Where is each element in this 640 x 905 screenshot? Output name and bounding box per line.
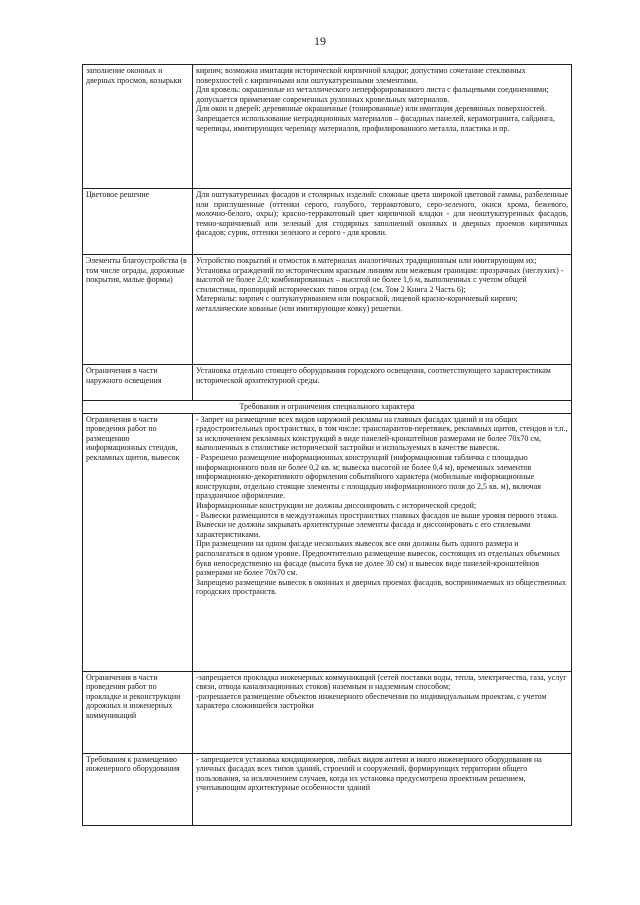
text-line: Установка отдельно стоящего оборудования городского освещения, соответствующего характеристикам исторической архитектурной среды. [196, 366, 551, 385]
row-content [193, 671, 572, 753]
text-line: - Вывески размещаются в междуэтажных пространствах главных фасадов не выше уровня первого этажа. [196, 510, 559, 520]
text-line: Установка ограждений по историческим красным линиям или межевым границам: прозрачных (неглухих) - высотой не более 2,0; комбинированных – высотой не более 1,6 м, выполненных с учетом общей стилистики, пропорций исторических типов оград (см. Том 2 Книга 2 Часть 6); [196, 265, 564, 294]
row-content [193, 65, 572, 189]
text-line: Информационные конструкции не должны диссонировать с исторической средой; [196, 500, 477, 510]
text-line: -разрешается размещение объектов инженерного обеспечения по индивидуальным проектам, с учетом характера сложившейся застройки [196, 691, 547, 711]
row-label: Ограничения в части наружного освещения [83, 365, 193, 401]
requirements-table [82, 64, 572, 826]
text-line: кирпич; возможна имитация исторической кирпичной кладки; допустимо сочетание стеклянных поверхностей с кирпичными или оштукатуренными элементами. [196, 66, 526, 85]
table-row [83, 413, 572, 671]
row-label: Требования к размещению инженерного оборудования [83, 753, 193, 825]
row-content [193, 255, 572, 365]
text-line: - запрещается установка кондиционеров, любых видов антенн и иного инженерного оборудования на уличных фасадах всех типов зданий, строений и сооружений, формирующих территории общего пользования, за исключением случаев, когда их установка предусмотрена проектным решением, учитывающим архитектурные особенности зданий [196, 754, 542, 793]
row-content [193, 753, 572, 825]
row-label: Ограничения в части проведения работ по размещению информационных стендов, рекламных щитов, вывесок [83, 413, 193, 671]
table-row [83, 753, 572, 825]
text-line: - Запрет на размещение всех видов наружной рекламы на главных фасадах зданий и на общих градостроительных пространствах, в том числе: транспарантов-перетяжек, рекламных щитов, стендов и т.п., за исключением рекламных конструкций в виде панелей-кронштейнов размерами не более 70х70 см, выполненных в стилистике исторической застройки и используемых в качестве вывесок. [196, 414, 568, 453]
row-label: Цветовое решение [83, 189, 193, 255]
row-label: Ограничения в части проведения работ по прокладке и реконструкции дорожных и инженерных коммуникаций [83, 671, 193, 753]
text-line: -запрещается прокладка инженерных коммуникаций (сетей поставки воды, тепла, электричества, газа, услуг связи, отвода канализационных стоков) наземным и надземным способом; [196, 672, 567, 692]
section-header-row [83, 401, 572, 414]
text-line: Для окон и дверей: деревянные окрашенные (тонированные) или имитация деревянных поверхностей. [196, 104, 547, 114]
text-line: Вывески не должны закрывать архитектурные элементы фасада и диссонировать с его стилевыми характеристиками. [196, 520, 531, 539]
row-label: заполнение оконных и дверных просмов, козырьки [83, 65, 193, 189]
text-line: Запрещено размещение вывесок в оконных и дверных проемах фасадов, воспринимаемых из общественных городских пространств. [196, 577, 566, 597]
text-line: Для кровель: окрашенные из металлического неперфорированного листа с фальцевыми соединениями; допускается применение современных рулонных кровельных материалов. [196, 85, 549, 104]
section-header: Требования и ограничения специального характера [83, 401, 572, 414]
row-content [193, 413, 572, 671]
row-label: Элементы благоустройства (в том числе ограды, дорожные покрытия, малые формы) [83, 255, 193, 365]
row-content [193, 189, 572, 255]
text-line: Материалы: кирпич с оштукатуриванием или покраской, лицевой красно-коричневый кирпич; металлические кованые (или имитирующие ковку) решетки. [196, 294, 518, 313]
table-row [83, 365, 572, 401]
page-number: 19 [314, 34, 326, 48]
text-line: При размещении на одном фасаде нескольких вывесок все они должны быть одного размера и располагаться в одном уровне. Предпочтительно размещение вывесок, состоящих из отдельных объемных букв непосредственно на фасаде (высота букв не долее 30 см) и вывесок виде панелей-кронштейнов размерами не более 70х70 см. [196, 539, 561, 578]
table-row [83, 255, 572, 365]
text-line: Запрещается использование нетрадиционных материалов – фасадных панелей, керамогранита, сайдинга, черепицы, имитирующих черепицу материалов, профилированного металла, пластика и пр. [196, 113, 555, 133]
text-line: Для оштукатуренных фасадов и столярных изделий: сложные цвета широкой цветовой гаммы, разбеленные или приглушенные (оттенки серого, голубого, терракотового, серо-зеленого, окиси хрома, бежевого, молочно-белого, охры); красно-терракотовый цвет кирпичной кладки - для неоштукатуренных фасадов, темно-коричневый или зеленый для стодярных заполнений оконных и дверных проемов кирпичных фасадов; сурик, оттенки зеленого и серого - для кровли. [196, 190, 568, 238]
table-row [83, 671, 572, 753]
table-row [83, 189, 572, 255]
table-row [83, 65, 572, 189]
text-line: Устройство покрытий и отмосток в материалах аналогичных традиционным или имитирующим их; [196, 256, 537, 265]
row-content [193, 365, 572, 401]
text-line: - Разрешено размещение информационных конструкций (информационная табличка с площадью информационного поля не более 0,2 кв. м; вывеска высотой не более 0,4 м), временных элементов информационно-декоративного оформления событийного характера (мобильные информационные конструкции, отдельно стоящие элементы с площадью информационного поля до 2,5 кв. м), включая праздничное оформление. [196, 452, 541, 501]
